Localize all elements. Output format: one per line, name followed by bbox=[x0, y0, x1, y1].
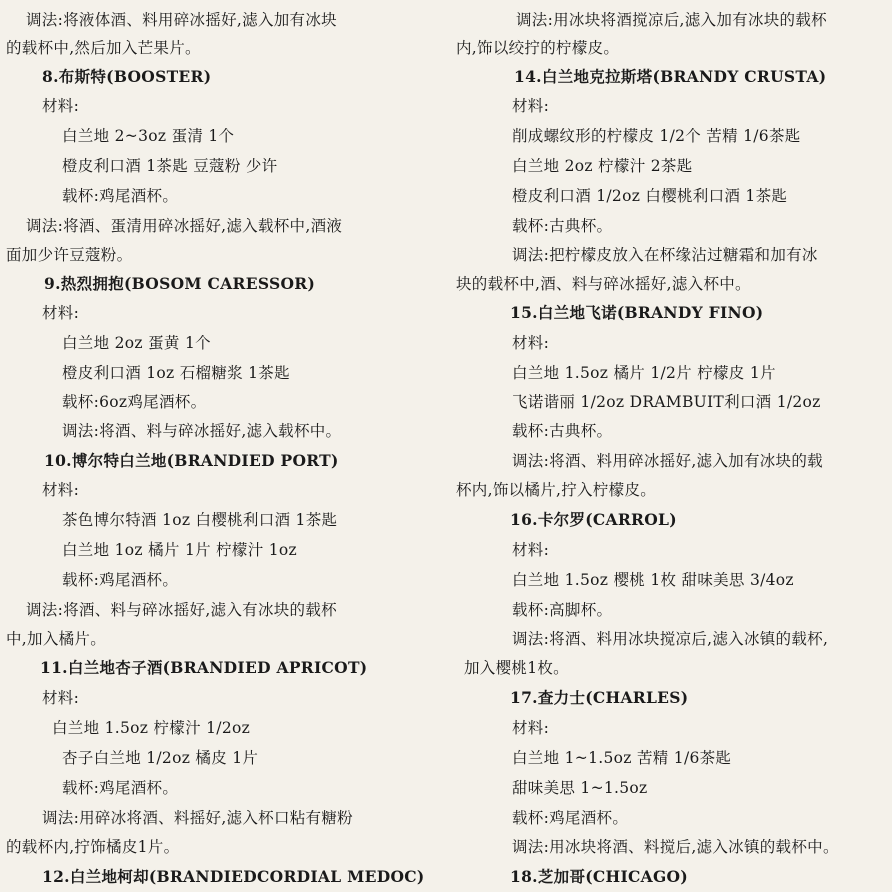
glass-line: 载杯:鸡尾酒杯。 bbox=[62, 779, 179, 797]
text-line: 的载杯中,然后加入芒果片。 bbox=[6, 39, 201, 57]
method-line: 调法:用冰块将酒搅凉后,滤入加有冰块的载杯 bbox=[516, 11, 827, 29]
glass-line: 载杯:古典杯。 bbox=[512, 217, 613, 235]
text-line: 茶色博尔特酒 1oz 白樱桃利口酒 1茶匙 bbox=[62, 511, 338, 529]
text-line: 白兰地 1.5oz 橘片 1/2片 柠檬皮 1片 bbox=[512, 364, 776, 382]
method-line: 调法:将酒、料用冰块搅凉后,滤入冰镇的载杯, bbox=[512, 630, 829, 648]
method-line: 调法:将酒、料与碎冰摇好,滤入有冰块的载杯 bbox=[26, 601, 337, 619]
recipe-heading: 14.白兰地克拉斯塔(BRANDY CRUSTA) bbox=[514, 67, 827, 86]
text-line: 面加少许豆蔻粉。 bbox=[6, 246, 133, 264]
recipe-heading: 15.白兰地飞诺(BRANDY FINO) bbox=[510, 303, 764, 322]
text-line: 中,加入橘片。 bbox=[6, 630, 107, 648]
ingredients-label: 材料: bbox=[42, 689, 80, 707]
method-line: 调法:把柠檬皮放入在杯缘沾过糖霜和加有冰 bbox=[512, 246, 818, 264]
recipe-heading: 11.白兰地杏子酒(BRANDIED APRICOT) bbox=[40, 658, 368, 677]
method-line: 调法:将酒、蛋清用碎冰摇好,滤入载杯中,酒液 bbox=[26, 217, 343, 235]
ingredients-label: 材料: bbox=[42, 481, 80, 499]
recipe-heading: 12.白兰地柯却(BRANDIEDCORDIAL MEDOC) bbox=[42, 867, 425, 886]
text-line: 橙皮利口酒 1/2oz 白樱桃利口酒 1茶匙 bbox=[512, 187, 788, 205]
ingredients-label: 材料: bbox=[42, 304, 80, 322]
text-line: 飞诺谐丽 1/2oz DRAMBUIT利口酒 1/2oz bbox=[512, 393, 821, 411]
ingredients-label: 材料: bbox=[512, 541, 550, 559]
text-line: 内,饰以绞拧的柠檬皮。 bbox=[456, 39, 620, 57]
method-line: 调法:用碎冰将酒、料摇好,滤入杯口粘有糖粉 bbox=[42, 809, 353, 827]
glass-line: 载杯:6oz鸡尾酒杯。 bbox=[62, 393, 207, 411]
method-line: 调法:将酒、料用碎冰摇好,滤入加有冰块的载 bbox=[512, 452, 823, 470]
ingredients-label: 材料: bbox=[42, 97, 80, 115]
ingredients-label: 材料: bbox=[512, 334, 550, 352]
method-line: 调法:用冰块将酒、料搅后,滤入冰镇的载杯中。 bbox=[512, 838, 839, 856]
text-line: 杏子白兰地 1/2oz 橘皮 1片 bbox=[62, 749, 259, 767]
text-line: 白兰地 1oz 橘片 1片 柠檬汁 1oz bbox=[62, 541, 298, 559]
recipe-heading: 17.查力士(CHARLES) bbox=[510, 688, 689, 707]
text-line: 削成螺纹形的柠檬皮 1/2个 苦精 1/6茶匙 bbox=[512, 127, 801, 145]
ingredients-label: 材料: bbox=[512, 719, 550, 737]
glass-line: 载杯:高脚杯。 bbox=[512, 601, 613, 619]
text-line: 白兰地 2oz 蛋黄 1个 bbox=[62, 334, 211, 352]
text-line: 白兰地 1.5oz 柠檬汁 1/2oz bbox=[52, 719, 251, 737]
glass-line: 载杯:古典杯。 bbox=[512, 422, 613, 440]
glass-line: 载杯:鸡尾酒杯。 bbox=[62, 571, 179, 589]
text-line: 杯内,饰以橘片,拧入柠檬皮。 bbox=[456, 481, 657, 499]
text-line: 橙皮利口酒 1oz 石榴糖浆 1茶匙 bbox=[62, 364, 290, 382]
text-line: 白兰地 2oz 柠檬汁 2茶匙 bbox=[512, 157, 693, 175]
text-line: 加入樱桃1枚。 bbox=[464, 659, 569, 677]
text-line: 的载杯内,拧饰橘皮1片。 bbox=[6, 838, 180, 856]
text-line: 白兰地 1.5oz 樱桃 1枚 甜味美思 3/4oz bbox=[512, 571, 794, 589]
text-line: 甜味美思 1~1.5oz bbox=[512, 779, 648, 797]
text-line: 白兰地 1~1.5oz 苦精 1/6茶匙 bbox=[512, 749, 732, 767]
method-line: 调法:将液体酒、料用碎冰摇好,滤入加有冰块 bbox=[26, 11, 337, 29]
ingredients-label: 材料: bbox=[512, 97, 550, 115]
recipe-heading: 8.布斯特(BOOSTER) bbox=[42, 67, 212, 86]
glass-line: 载杯:鸡尾酒杯。 bbox=[62, 187, 179, 205]
recipe-heading: 18.芝加哥(CHICAGO) bbox=[510, 867, 688, 886]
recipe-heading: 9.热烈拥抱(BOSOM CARESSOR) bbox=[44, 274, 316, 293]
method-line: 调法:将酒、料与碎冰摇好,滤入载杯中。 bbox=[62, 422, 342, 440]
recipe-heading: 16.卡尔罗(CARROL) bbox=[510, 510, 677, 529]
text-line: 块的载杯中,酒、料与碎冰摇好,滤入杯中。 bbox=[456, 275, 751, 293]
recipe-heading: 10.博尔特白兰地(BRANDIED PORT) bbox=[44, 451, 339, 470]
text-line: 白兰地 2~3oz 蛋清 1个 bbox=[62, 127, 235, 145]
text-line: 橙皮利口酒 1茶匙 豆蔻粉 少许 bbox=[62, 157, 278, 175]
glass-line: 载杯:鸡尾酒杯。 bbox=[512, 809, 629, 827]
